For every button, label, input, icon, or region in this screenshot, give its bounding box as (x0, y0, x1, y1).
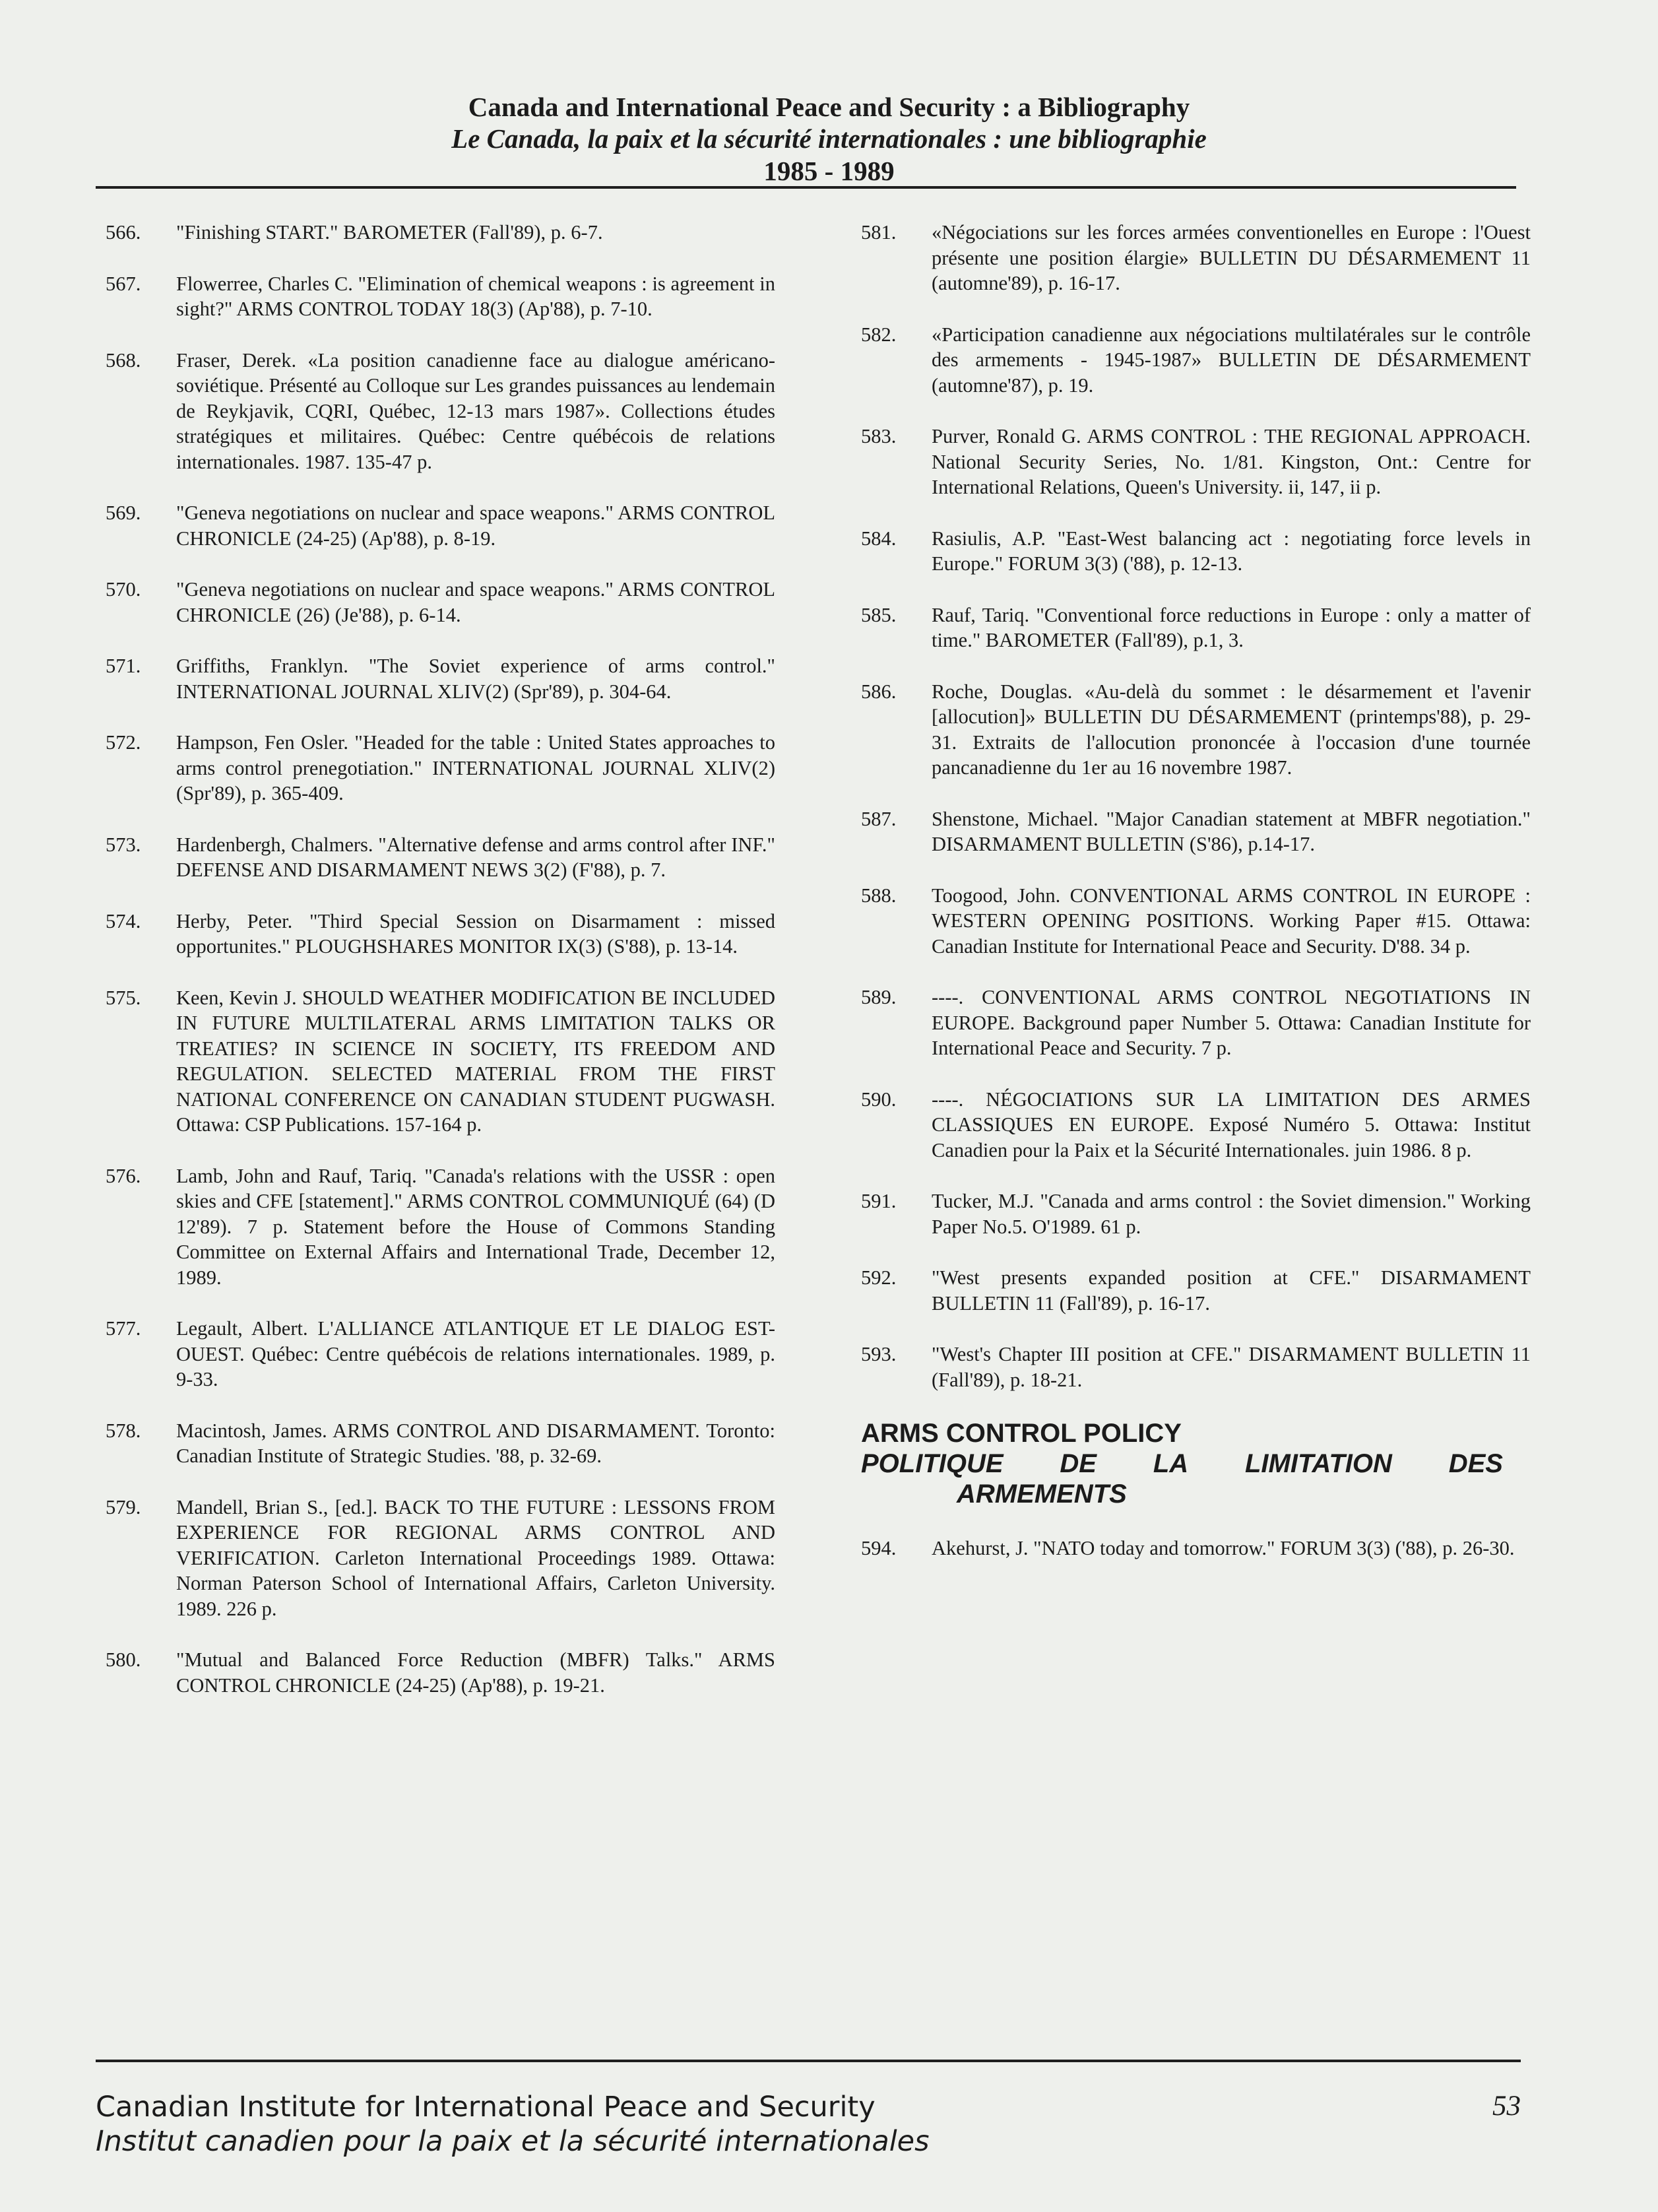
header-rule (96, 186, 1516, 189)
bibliography-entry (861, 679, 1531, 781)
bibliography-entry (106, 1495, 775, 1622)
bibliography-entry (861, 985, 1531, 1061)
entry-text: ----. CONVENTIONAL ARMS CONTROL NEGOTIATIONS IN EUROPE. Background paper Number 5. Ottawa: Canadian Institute for International Peace and Security. 7 p. (932, 986, 1531, 1059)
entry-number: 579. (106, 1495, 141, 1518)
entry-number: 577. (106, 1317, 141, 1340)
footer-rule (96, 2060, 1521, 2062)
bibliography-entry (861, 1265, 1531, 1316)
entry-number: 571. (106, 655, 141, 677)
entry-text: Griffiths, Franklyn. "The Soviet experience of arms control." INTERNATIONAL JOURNAL XLIV(2) (Spr'89), p. 304-64. (176, 655, 775, 703)
entry-text: Hampson, Fen Osler. "Headed for the table : United States approaches to arms control prenegotiation." INTERNATIONAL JOURNAL XLIV(2) (Spr'89), p. 365-409. (176, 731, 775, 804)
entry-text: "West presents expanded position at CFE." DISARMAMENT BULLETIN 11 (Fall'89), p. 16-17. (932, 1266, 1531, 1315)
page-footer (96, 2090, 1521, 2159)
entry-text: Toogood, John. CONVENTIONAL ARMS CONTROL IN EUROPE : WESTERN OPENING POSITIONS. Working Paper #15. Ottawa: Canadian Institute for International Peace and Security. D'88. 34 p. (932, 884, 1531, 958)
entry-number: 576. (106, 1164, 141, 1187)
bibliography-entry (106, 985, 775, 1138)
section-title-word: DES (1448, 1449, 1503, 1478)
entry-text: Mandell, Brian S., [ed.]. BACK TO THE FUTURE : LESSONS FROM EXPERIENCE FOR REGIONAL ARMS CONTROL AND VERIFICATION. Carleton International Proceedings 1989. Ottawa: Norman Paterson School of International Affairs, Carleton University. 1989. 226 p. (176, 1495, 775, 1620)
section-title-word: POLITIQUE (861, 1449, 1004, 1478)
entry-number: 586. (861, 680, 897, 703)
page-number: 53 (1492, 2091, 1521, 2122)
entry-text: Macintosh, James. ARMS CONTROL AND DISARMAMENT. Toronto: Canadian Institute of Strategic Studies. '88, p. 32-69. (176, 1419, 775, 1467)
entry-number: 572. (106, 731, 141, 754)
entry-text: «Participation canadienne aux négociations multilatérales sur le contrôle des armements - 1945-1987» BULLETIN DE DÉSARMEMENT (automne'87), p. 19. (932, 323, 1531, 397)
entry-number: 583. (861, 425, 897, 447)
bibliography-entry (861, 526, 1531, 577)
entry-number: 588. (861, 884, 897, 907)
page-header (0, 91, 1658, 187)
entry-number: 582. (861, 323, 897, 346)
entry-number: 580. (106, 1648, 141, 1671)
entry-text: Herby, Peter. "Third Special Session on Disarmament : missed opportunites." PLOUGHSHARES MONITOR IX(3) (S'88), p. 13-14. (176, 909, 775, 958)
left-column (106, 220, 775, 1724)
entry-text: ----. NÉGOCIATIONS SUR LA LIMITATION DES ARMES CLASSIQUES EN EUROPE. Exposé Numéro 5. Ottawa: Institut Canadien pour la Paix et la Sécurité Internationales. juin 1986. 8 p. (932, 1088, 1531, 1161)
title-french: Le Canada, la paix et la sécurité internationales : une bibliographie (451, 123, 1207, 154)
entry-number: 566. (106, 221, 141, 244)
footer-institute-english: Canadian Institute for International Peace and Security (96, 2091, 876, 2124)
entry-text: "Mutual and Balanced Force Reduction (MBFR) Talks." ARMS CONTROL CHRONICLE (24-25) (Ap'88), p. 19-21. (176, 1648, 775, 1697)
entry-number: 573. (106, 833, 141, 856)
bibliography-entry (106, 1163, 775, 1291)
entry-text: Legault, Albert. L'ALLIANCE ATLANTIQUE ET LE DIALOG EST-OUEST. Québec: Centre québécois de relations internationales. 1989, p. 9-33. (176, 1317, 775, 1390)
entry-text: "West's Chapter III position at CFE." DISARMAMENT BULLETIN 11 (Fall'89), p. 18-21. (932, 1343, 1531, 1391)
entry-text: Lamb, John and Rauf, Tariq. "Canada's relations with the USSR : open skies and CFE [statement]." ARMS CONTROL COMMUNIQUÉ (64) (D 12'89). 7 p. Statement before the House of Commons Standing Committee on External Affairs and International Trade, December 12, 1989. (176, 1164, 775, 1289)
bibliography-entry (861, 424, 1531, 500)
entry-text: «Négociations sur les forces armées conventionelles en Europe : l'Ouest présente une position élargie» BULLETIN DU DÉSARMEMENT 11 (automne'89), p. 16-17. (932, 221, 1531, 294)
bibliography-entry (861, 1087, 1531, 1163)
title-years: 1985 - 1989 (763, 156, 895, 186)
bibliography-entry (861, 1536, 1531, 1561)
bibliography-entry (106, 653, 775, 704)
entry-number: 578. (106, 1419, 141, 1442)
entry-text: "Geneva negotiations on nuclear and space weapons." ARMS CONTROL CHRONICLE (26) (Je'88), p. 6-14. (176, 578, 775, 626)
section-title-french-line2: ARMEMENTS (957, 1480, 1127, 1509)
bibliography-entry (106, 1418, 775, 1469)
entry-text: Akehurst, J. "NATO today and tomorrow." FORUM 3(3) ('88), p. 26-30. (932, 1537, 1515, 1559)
entry-text: Flowerree, Charles C. "Elimination of chemical weapons : is agreement in sight?" ARMS CONTROL TODAY 18(3) (Ap'88), p. 7-10. (176, 272, 775, 320)
section-title-word: LIMITATION (1244, 1449, 1392, 1478)
section-title-french (861, 1448, 1531, 1479)
entry-text: Purver, Ronald G. ARMS CONTROL : THE REGIONAL APPROACH. National Security Series, No. 1/81. Kingston, Ont.: Centre for International Relations, Queen's University. ii, 147, ii p. (932, 425, 1531, 498)
section-heading (861, 1418, 1531, 1509)
bibliography-entry (861, 1188, 1531, 1239)
entry-number: 581. (861, 221, 897, 244)
entry-number: 591. (861, 1190, 897, 1212)
title-english: Canada and International Peace and Security : a Bibliography (468, 92, 1190, 122)
footer-institute-french: Institut canadien pour la paix et la sécurité internationales (96, 2125, 930, 2158)
bibliography-entry (106, 348, 775, 475)
bibliography-entry (106, 730, 775, 806)
entry-text: Keen, Kevin J. SHOULD WEATHER MODIFICATION BE INCLUDED IN FUTURE MULTILATERAL ARMS LIMITATION TALKS OR TREATIES? IN SCIENCE IN SOCIETY, ITS FREEDOM AND REGULATION. SELECTED MATERIAL FROM THE FIRST NATIONAL CONFERENCE ON CANADIAN STUDENT PUGWASH. Ottawa: CSP Publications. 157-164 p. (176, 986, 775, 1136)
bibliography-entry (106, 500, 775, 551)
section-title-word: DE (1060, 1449, 1097, 1478)
bibliography-entry (861, 883, 1531, 960)
entry-number: 594. (861, 1537, 897, 1559)
entry-number: 584. (861, 527, 897, 550)
entry-number: 592. (861, 1266, 897, 1289)
entry-text: Hardenbergh, Chalmers. "Alternative defense and arms control after INF." DEFENSE AND DISARMAMENT NEWS 3(2) (F'88), p. 7. (176, 833, 775, 881)
entry-number: 589. (861, 986, 897, 1008)
bibliography-entry (861, 602, 1531, 653)
entry-text: Roche, Douglas. «Au-delà du sommet : le désarmement et l'avenir [allocution]» BULLETIN DU DÉSARMEMENT (printemps'88), p. 29-31. Extraits de l'allocution prononcée à l'occasion d'une tournée pancanadienne du 1er au 16 novembre 1987. (932, 680, 1531, 779)
entry-number: 570. (106, 578, 141, 601)
entry-text: Tucker, M.J. "Canada and arms control : the Soviet dimension." Working Paper No.5. O'1989. 61 p. (932, 1190, 1531, 1238)
bibliography-entry (106, 909, 775, 960)
bibliography-entry (106, 832, 775, 883)
section-title-english: ARMS CONTROL POLICY (861, 1419, 1182, 1448)
bibliography-entry (861, 220, 1531, 296)
entry-text: "Geneva negotiations on nuclear and space weapons." ARMS CONTROL CHRONICLE (24-25) (Ap'88), p. 8-19. (176, 502, 775, 550)
entry-text: "Finishing START." BAROMETER (Fall'89), p. 6-7. (176, 221, 603, 244)
bibliography-entry (861, 806, 1531, 857)
bibliography-entry (861, 1342, 1531, 1392)
entry-number: 569. (106, 502, 141, 524)
entry-number: 567. (106, 272, 141, 295)
entry-number: 590. (861, 1088, 897, 1111)
entry-number: 574. (106, 909, 141, 932)
entry-number: 585. (861, 603, 897, 626)
entry-text: Fraser, Derek. «La position canadienne face au dialogue américano-soviétique. Présenté au Colloque sur Les grandes puissances au lendemain de Reykjavik, CQRI, Québec, 12-13 mars 1987». Collections études stratégiques et militaires. Québec: Centre québécois de relations internationales. 1987. 135-47 p. (176, 348, 775, 473)
bibliography-entry (106, 577, 775, 628)
entry-text: Rasiulis, A.P. "East-West balancing act : negotiating force levels in Europe." FORUM 3(3) ('88), p. 12-13. (932, 527, 1531, 575)
bibliography-entry (106, 1647, 775, 1698)
bibliography-entry (106, 1316, 775, 1392)
entry-number: 568. (106, 348, 141, 372)
bibliography-entry (861, 322, 1531, 399)
entry-text: Rauf, Tariq. "Conventional force reductions in Europe : only a matter of time." BAROMETER (Fall'89), p.1, 3. (932, 603, 1531, 651)
section-title-word: LA (1153, 1449, 1189, 1478)
entry-number: 593. (861, 1343, 897, 1365)
entry-number: 575. (106, 986, 141, 1009)
bibliography-entry (106, 220, 775, 245)
entry-number: 587. (861, 807, 897, 830)
bibliography-entry (106, 271, 775, 322)
right-column (861, 220, 1531, 1587)
entry-text: Shenstone, Michael. "Major Canadian statement at MBFR negotiation." DISARMAMENT BULLETIN (S'86), p.14-17. (932, 807, 1531, 855)
